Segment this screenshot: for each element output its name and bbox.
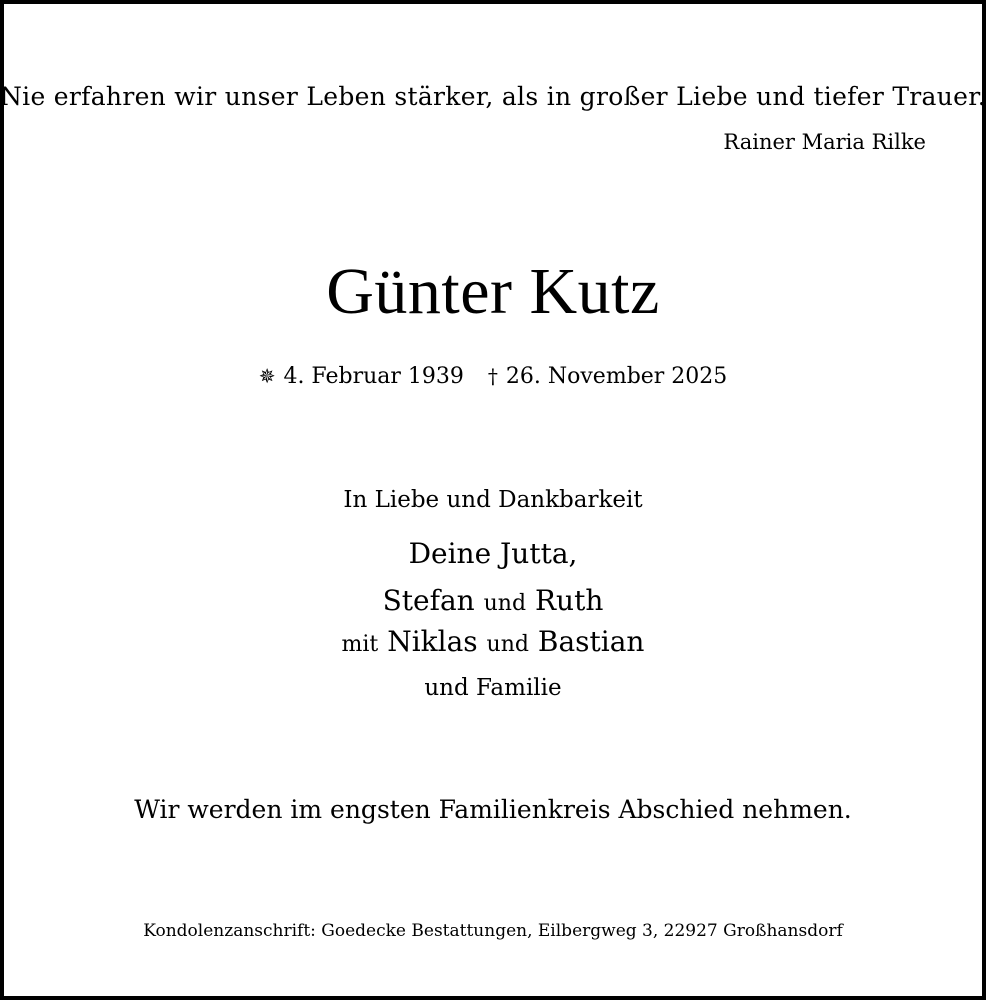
birth-date: 4. Februar 1939 xyxy=(283,364,464,389)
mourner-name: Ruth xyxy=(534,584,604,617)
mourner-name: Bastian xyxy=(537,625,645,658)
preposition: mit xyxy=(341,632,379,657)
birth-star-icon: ✵ xyxy=(258,364,276,388)
mourners-line-3 xyxy=(0,625,986,658)
death-date: 26. November 2025 xyxy=(505,364,728,389)
condolence-address: Kondolenzanschrift: Goedecke Bestattungen, Eilbergweg 3, 22927 Großhansdorf xyxy=(143,921,843,941)
mourners-line-4: und Familie xyxy=(424,675,562,701)
death-cross-icon: † xyxy=(487,364,498,388)
mourner-name: Stefan xyxy=(382,584,475,617)
farewell-text: Wir werden im engsten Familienkreis Abschied nehmen. xyxy=(134,795,852,824)
quote-author: Rainer Maria Rilke xyxy=(723,130,926,154)
mourners-intro: In Liebe und Dankbarkeit xyxy=(343,487,643,513)
mourner-name: Niklas xyxy=(387,625,478,658)
conjunction: und xyxy=(486,632,529,657)
mourners-line-1: Deine Jutta, xyxy=(408,537,578,570)
deceased-name: Günter Kutz xyxy=(326,255,660,328)
life-dates xyxy=(0,364,986,389)
quote-text: Nie erfahren wir unser Leben stärker, als in großer Liebe und tiefer Trauer. xyxy=(0,82,986,111)
mourners-line-2 xyxy=(0,584,986,617)
conjunction: und xyxy=(483,591,527,616)
